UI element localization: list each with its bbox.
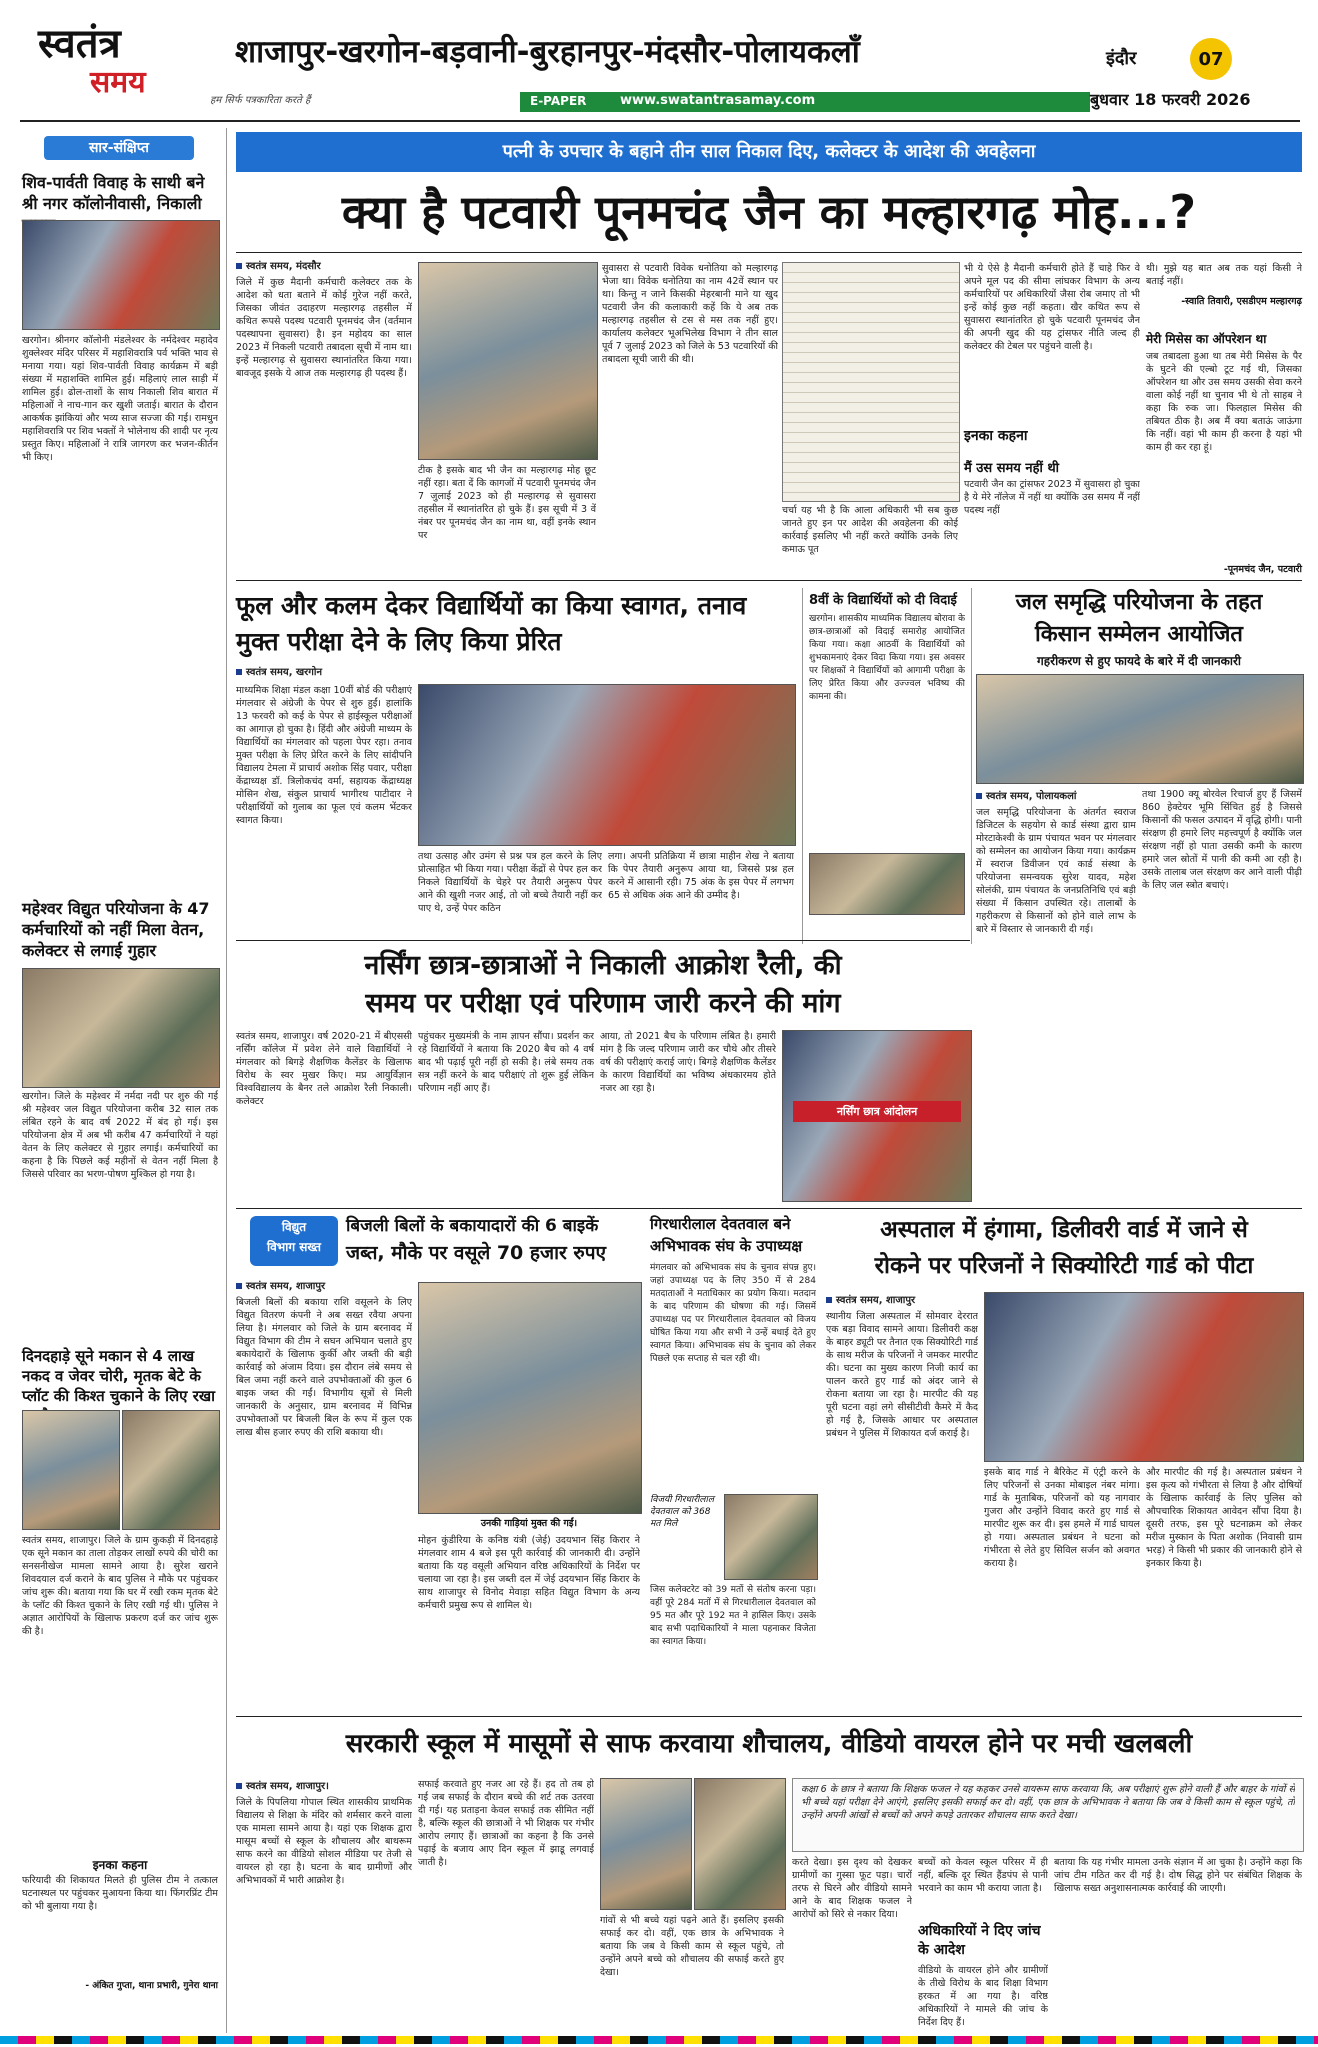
hospital-col2: इसके बाद गार्ड ने बैरिकेट में एंट्री करने के लिए परिजनों से उनका मोबाइल नंबर मांगा। गार्ड के मुताबिक, परिजनों को यह नागवार गुजरा और उन्होंने विवाद करते हुए गार्ड से मारपीट शुरू कर दी। इस हमले में गार्ड घायल हो गया। अस्पताल प्रबंधन ने घटना को गंभीरता से लेते हुए सिविल सर्जन को अवगत कराया है। <box>984 1467 1140 1569</box>
school-top-rule <box>236 1716 1302 1717</box>
lead-rule <box>236 252 1302 253</box>
lead-col4: चर्चा यह भी है कि आला अधिकारी भी सब कुछ जानते हुए इन पर आदेश की अवहेलना की कोई कार्रवाई इसलिए भी नहीं करते क्योंकि उनके लिए कमाऊ पूत <box>782 505 958 555</box>
flowers-photo <box>418 684 796 846</box>
sidebar-story1-photo <box>22 220 220 330</box>
kisan-photo <box>976 674 1304 784</box>
lead-quote2-sign: -स्वाति तिवारी, एसडीएम मल्हारगढ़ <box>1181 296 1302 307</box>
masthead-rule <box>20 120 1300 122</box>
sidebar-story2-body: खरगोन। जिले के महेश्वर में नर्मदा नदी पर शुरु की गई श्री महेश्वर जल विद्युत परियोजना करीब 32 साल तक लंबित रहने के बाद वर्ष 2022 में बंद हो गई। इस परियोजना क्षेत्र में अब भी करीब 47 कर्मचारियों ने यहां वेतन के लिए कलेक्टर से गुहार लगाई। कर्मचारियों का कहना है कि पिछले कई महीनों से वेतन नहीं मिला है जिससे परिवार का भरण-पोषण मुश्किल हो गया है। <box>22 1091 218 1180</box>
farewell-body: खरगोन। शासकीय माध्यमिक विद्यालय बोरावा के छात्र-छात्राओं को विदाई समारोह आयोजित किया गया। कक्षा आठवीं के विद्यार्थियों को शुभकामनाएं देकर विदा किया गया। इस अवसर पर शिक्षकों ने विद्यार्थियों को आगामी परीक्षा के लिए प्रेरित किया और उज्ज्वल भविष्य की कामना की। <box>809 614 965 702</box>
hospital-byline: स्वतंत्र समय, शाजापुर <box>826 1292 915 1306</box>
bijli-byline: स्वतंत्र समय, शाजापुर <box>236 1278 325 1292</box>
lead-col5: भी ये ऐसे है मैदानी कर्मचारी होते हैं चाहे फिर वे अपने मूल पद की सीमा लांघकर विभाग के अन्य कर्मचारियों पर अधिकारियों जैसा रोब जमाए तो भी इन्हें कोई कुछ नहीं कहता। खैर कथित रूप से सुवासरा स्थानांतरित हो चुके पटवारी पूनमचंद जैन की अपनी खुद की यह ट्रांसफर नीति जल्द ही कलेक्टर की टेबल पर पहुंचने वाली है। <box>964 263 1140 352</box>
masthead <box>0 0 1318 122</box>
lead-byline: स्वतंत्र समय, मंदसौर <box>236 258 321 272</box>
bijli-tag-line1: विद्युत <box>281 1220 307 1234</box>
issue-date: बुधवार 18 फरवरी 2026 <box>1090 90 1251 109</box>
lead-quote2-body: थी। मुझे यह बात अब तक यहां किसी ने बताई नहीं। <box>1146 263 1302 287</box>
nursing-headline2: समय पर परीक्षा एवं परिणाम जारी करने की मांग <box>365 988 841 1019</box>
sidebar-header: सार-संक्षिप्त <box>44 136 194 160</box>
lead-quote3-sign: -पूनमचंद जैन, पटवारी <box>1223 564 1302 575</box>
hospital-headline1: अस्पताल में हंगामा, डिलीवरी वार्ड में जाने से <box>880 1217 1248 1243</box>
sidebar-story2-photo <box>22 968 220 1088</box>
hospital-photo <box>984 1292 1304 1462</box>
lead-headline: क्या है पटवारी पूनमचंद जैन का मल्हारगढ़ मोह...? <box>341 185 1197 239</box>
school-byline: स्वतंत्र समय, शाजापुर। <box>236 1778 329 1792</box>
lead-col1: जिले में कुछ मैदानी कर्मचारी कलेक्टर तक के आदेश को धता बताने में कोई गुरेज नहीं करते, जिसका जीवंत उदाहरण मल्हारगढ़ तहसील में कथित रूपसे पदस्थ पटवारी पूनमचंद जैन (वर्तमान पदस्थापना सुवासरा) है। इन महोदय का साल 2023 में निकली पटवारी तबादला सूची में नाम था। इन्हें मल्हारगढ़ से सुवासरा स्थानांतरित किया गया। बावजूद इसके ये आज तक मल्हारगढ़ ही पदस्थ हैं। <box>236 277 412 379</box>
tagline: हम सिर्फ पत्रकारिता करते हैं <box>210 95 311 106</box>
epaper-label[interactable]: E-PAPER <box>530 94 587 108</box>
lead-quote-title: इनका कहना <box>964 428 1028 444</box>
bijli-col1: बिजली बिलों की बकाया राशि वसूलने के लिए विद्युत वितरण कंपनी ने अब सख्त रवैया अपना लिया है। मंगलवार को जिले के ग्राम बरनावद में विद्युत विभाग की टीम ने सघन अभियान चलाते हुए बकायेदारों के खिलाफ कुर्की और जब्ती की बड़ी कार्रवाई को अंजाम दिया। इस दौरान लंबे समय से बिल जमा नहीं करने वाले उपभोक्ताओं की कुल 6 बाइक जब्त की गईं। विभागीय सूत्रों से मिली जानकारी के अनुसार, ग्राम बरनावद में विभिन्न उपभोक्ताओं पर बिजली बिल के रूप में कुल एक लाख बीस हजार रुपए की राशि बकाया थी। <box>236 1297 412 1438</box>
school-col3: गांवों से भी बच्चे यहां पढ़ने आते हैं। इसलिए इसकी सफाई कर दो। वहीं, एक छात्र के अभिभावक ने बताया कि जब वे किसी काम से स्कूल पहुंचे, तो उन्होंने अपने बच्चे को शौचालय की सफाई करते हुए देखा। <box>600 1915 784 1978</box>
lead-kicker <box>236 132 1302 172</box>
sidebar-story3-photo-right <box>122 1410 220 1530</box>
hospital-col1: स्थानीय जिला अस्पताल में सोमवार देररात एक बड़ा विवाद सामने आया। डिलीवरी कक्ष के बाहर ड्यूटी पर तैनात एक सिक्योरिटी गार्ड के साथ मरीज के परिजनों ने जमकर मारपीट की। घटना का मुख्य कारण निजी कार्य का पालन करते हुए गार्ड को अंदर जाने से रोकना बताया जा रहा है। मारपीट की यह पूरी घटना वहां लगे सीसीटीवी कैमरे में कैद हो गई है, जिसके आधार पर अस्पताल प्रबंधन ने पुलिस में शिकायत दर्ज कराई है। <box>826 1311 978 1439</box>
devtwal-photo <box>724 1494 818 1580</box>
sidebar-box-title: इनका कहना <box>92 1858 148 1872</box>
bijli-top-rule <box>236 1208 1302 1209</box>
flowers-col2: तथा उत्साह और उमंग से प्रश्न पत्र हल करने के लिए प्रोत्साहित भी किया गया। परीक्षा केंद्रों से पेपर हल कर निकले विद्यार्थियों के चेहरे पर तैयारी अनुरूप पेपर आने की खुशी नजर आई, तो जो बच्चे तैयारी नहीं कर पाए थे, उन्हें पेपर कठिन <box>418 851 602 914</box>
brand-top: स्वतंत्र <box>38 21 121 67</box>
nursing-col3: आया, तो 2021 बैच के परिणाम लंबित है। हमारी मांग है कि जल्द परिणाम जारी कर चौथे और तीसरे वर्ष की परीक्षाएं कराई जाएं। बिगड़े शैक्षणिक कैलेंडर के कारण विद्यार्थियों का भविष्य अंधकारमय होते नजर आ रहा है। <box>600 1031 776 1094</box>
school-headline: सरकारी स्कूल में मासूमों से साफ करवाया शौचालय, वीडियो वायरल होने पर मची खलबली <box>345 1729 1193 1759</box>
lead-quote1-body: पटवारी जैन का ट्रांसफर 2023 में सुवासरा हो चुका है ये मेरे नॉलेज में नहीं था क्योंकि उस समय मैं नहीं पदस्थ नहीं <box>964 479 1140 516</box>
kisan-byline: स्वतंत्र समय, पोलायकलां <box>976 788 1076 802</box>
city-label: इंदौर <box>1106 48 1137 69</box>
bijli-photo <box>418 1282 642 1514</box>
school-photo-left <box>600 1778 692 1910</box>
school-col4: करते देखा। इस दृश्य को देखकर ग्रामीणों का गुस्सा फूट पड़ा। चारों तरफ से घिरने और वीडियो सामने आने के बाद शिक्षक फजल ने आरोपों को सिरे से नकार दिया। <box>792 1857 912 1920</box>
kisan-col2: तथा 1900 क्यू बोरवेल रिचार्ज हुए हैं जिसमें 860 हेक्टेयर भूमि सिंचित हुई है जिससे किसानों की फसल उत्पादन में वृद्धि होगी। पानी संरक्षण ही हमारे लिए महत्त्वपूर्ण है क्योंकि जल संरक्षण नहीं हो पाता उसकी कमी के कारण हमारे जल स्रोतों में पानी की कमी आ रही है। उसके तालाब जल संरक्षण कर आने वाली पीढ़ी के लिए जल स्त्रोत बचाएं। <box>1142 789 1302 891</box>
devtwal-col1: मंगलवार को अभिभावक संघ के चुनाव संपन्न हुए। जहां उपाध्यक्ष पद के लिए 350 में से 284 मतदाताओं ने मताधिकार का प्रयोग किया। मतदान के बाद परिणाम की घोषणा की गई। जिसमें उपाध्यक्ष पद पर गिरधारीलाल देवतवाल को विजय घोषित किया गया और सभी ने उन्हें बधाई देते हुए स्वागत किया। अभिभावक संघ के चुनाव को लेकर पिछले एक सप्ताह से चल रही थी। <box>650 1263 816 1364</box>
school-col7: बताया कि यह गंभीर मामला उनके संज्ञान में आ चुका है। उन्होंने कहा कि जांच टीम गठित कर दी गई है। दोष सिद्ध होने पर संबंधित शिक्षक के खिलाफ सख्त अनुशासनात्मक कार्रवाई की जाएगी। <box>1054 1857 1302 1894</box>
page-number: 07 <box>1198 48 1224 70</box>
devtwal-col2: जिस कलेक्टरेट को 39 मतों से संतोष करना पड़ा। वहीं पूरे 284 मतों में से गिरधारीलाल देवतवाल को 95 मत और पूरे 192 मत ने हासिल किए। उसके बाद सभी पदाधिकारियों ने माला पहनाकर विजेता का स्वागत किया। <box>650 1585 816 1647</box>
flowers-headline: फूल और कलम देकर विद्यार्थियों का किया स्वागत, तनाव मुक्त परीक्षा देने के लिए किया प्रेरित <box>236 591 747 656</box>
lead-kicker-text: पत्नी के उपचार के बहाने तीन साल निकाल दिए, कलेक्टर के आदेश की अवहेलना <box>502 141 1036 162</box>
school-photo-right <box>694 1778 786 1910</box>
website-link[interactable]: www.swatantrasamay.com <box>620 93 816 108</box>
bijli-headline1: बिजली बिलों के बकायादारों की 6 बाइकें <box>346 1216 599 1236</box>
nursing-top-rule <box>236 940 970 941</box>
nursing-col1: स्वतंत्र समय, शाजापुर। वर्ष 2020-21 में बीएससी नर्सिंग कॉलेज में प्रवेश लेने वाले विद्यार्थियों ने मंगलवार को बिगड़े शैक्षणिक कैलेंडर के खिलाफ विरोध के स्वर मुखर किए। मप्र आयुर्विज्ञान विश्वविद्यालय के बैनर तले आक्रोश रैली निकाली। कलेक्टर <box>236 1031 412 1107</box>
sidebar-story2-title: महेश्वर विद्युत परियोजना के 47 कर्मचारियों को नहीं मिला वेतन, कलेक्टर से लगाई गुहार <box>22 899 210 960</box>
school-quote-box <box>792 1778 1304 1852</box>
school-subhead: अधिकारियों ने दिए जांच के आदेश <box>918 1923 1041 1958</box>
nursing-headline1: नर्सिंग छात्र-छात्राओं ने निकाली आक्रोश रैली, की <box>364 950 842 981</box>
nursing-photo <box>782 1030 972 1202</box>
bijli-tag <box>250 1216 338 1266</box>
flowers-col1: माध्यमिक शिक्षा मंडल कक्षा 10वीं बोर्ड की परीक्षाएं मंगलवार से अंग्रेजी के पेपर से शुरु हुईं। हालांकि 13 फरवरी को कई के पेपर से हाईस्कूल परीक्षाओं का आगाज़ हो चुका है। हिंदी और अंग्रेजी माध्यम के विद्यार्थियों का मंगलवार को पहला पेपर रहा। तनाव मुक्त परीक्षा के लिए प्रेरित करने के लिए सांदीपनि विद्यालय टेमला में प्राचार्य अशोक सिंह पवार, परीक्षा केंद्राध्यक्ष डॉ. त्रिलोकचंद वर्मा, सहायक केंद्राध्यक्ष मोसिन शेख, संकुल प्राचार्य भागीरथ पाटीदार ने परीक्षार्थियों को गुलाब का फूल एवं कलम भेंटकर स्वागत किया। <box>236 685 412 826</box>
devtwal-headline1: गिरधारीलाल देवतवाल बने <box>650 1215 791 1233</box>
farewell-title: 8वीं के विद्यार्थियों को दी विदाई <box>809 593 957 608</box>
page-number-badge-icon <box>1190 38 1232 80</box>
bijli-headline2: जब्त, मौके पर वसूले 70 हजार रुपए <box>346 1242 607 1264</box>
bijli-col2: मोहन कुंडीरिया के कनिष्ठ यंत्री (जेई) उदयभान सिंह किरार ने मंगलवार शाम 4 बजे इस पूरी कार्रवाई की जानकारी दी। उन्होंने बताया कि यह वसूली अभियान वरिष्ठ अधिकारियों के निर्देश पर चलाया जा रहा है। इस जब्ती दल में जेई उदयभान सिंह किरार के साथ शाजापुर से विनोद मेवाड़ा सहित विद्युत विभाग के अन्य कर्मचारी प्रमुख रूप से शामिल थे। <box>418 1535 640 1611</box>
bijli-tag-line2: विभाग सख्त <box>267 1240 321 1254</box>
sidebar-box-sign: - अंकित गुप्ता, थाना प्रभारी, गुनेरा थाना <box>85 1981 218 1991</box>
school-col6: वीडियो के वायरल होने और ग्रामीणों के तीखे विरोध के बाद शिक्षा विभाग हरकत में आ गया है। वरिष्ठ अधिकारियों ने मामले की जांच के निर्देश दिए हैं। <box>918 1965 1048 2026</box>
farewell-photo <box>809 853 965 915</box>
hospital-col3: और मारपीट की गई है। अस्पताल प्रबंधन ने इस कृत्य को गंभीरता से लिया है और दोषियों के खिलाफ कार्रवाई के लिए पुलिस को औपचारिक शिकायत आवेदन सौंपा दिया है। दूसरी तरफ, इस पूरे घटनाक्रम को लेकर मरीज मुस्कान के पिता अशोक (निवासी ग्राम भरड़) ने किसी भी प्रकार की जानकारी होने से इनकार किया है। <box>1146 1467 1302 1569</box>
sidebar <box>14 128 227 2033</box>
school-col5: बच्चों को केवल स्कूल परिसर में ही नहीं, बल्कि दूर स्थित हैंडपंप से पानी भरवाने का काम भी कराया जाता है। <box>918 1857 1048 1894</box>
sidebar-story1-body: खरगोन। श्रीनगर कॉलोनी मंडलेश्वर के नर्मदेश्वर महादेव शुक्लेश्वर मंदिर परिसर में महाशिवरात्रि पर्व भक्ति भाव से मनाया गया। यहां शिव-पार्वती विवाह कार्यक्रम में बड़ी संख्या में महाशक्ति शामिल हुई। महिलाएं लाल साड़ी में शामिल हुई। ढोल-ताशों के साथ निकाली शिव बारात में महिलाओं ने नाच-गान कर खुशी जताई। बारात के दौरान आकर्षक झांकियां और भव्य साज सज्जा की गई। रामधुन महाशिवरात्रि पर शिव भक्तों ने भोलेनाथ की शादी पर नृत्य प्रस्तुत किए। महिलाओं ने रात्रि जागरण कर भजन-कीर्तन भी किए। <box>22 335 218 463</box>
kisan-col1: जल समृद्धि परियोजना के अंतर्गत स्वराज डिजिटल के सहयोग से कार्ड संस्था द्वारा ग्राम मोरटाकेश्वी के ग्राम पंचायत भवन पर मंगलवार को सम्मेलन का आयोजन किया गया। कार्यक्रम में स्वराज डिवीजन एवं कार्ड संस्था के परियोजना समन्वयक सुरेश यादव, महेश सोलंकी, ग्राम पंचायत के जनप्रतिनिधि एवं बड़ी संख्या में किसान उपस्थित रहे। तालाबों के गहरीकरण से किसानों को होने वाले लाभ के बारे में विस्तार से जानकारी दी गई। <box>976 807 1136 935</box>
sidebar-story1-title: शिव-पार्वती विवाह के साथी बने श्री नगर कॉलोनीवासी, निकाली <box>22 173 205 213</box>
sidebar-story3-title: दिनदहाड़े सूने मकान से 4 लाख नकद व जेवर चोरी, मृतक बेटे के प्लॉट की किश्त चुकाने के लिए रखा <box>22 1347 215 1405</box>
lead-bottom-rule <box>236 580 1302 581</box>
hospital-headline2: रोकने पर परिजनों ने सिक्योरिटी गार्ड को पीटा <box>874 1253 1254 1279</box>
flowers-col3: लगा। अपनी प्रतिक्रिया में छात्रा माहीन शेख ने बताया कि पेपर तैयारी अनुरूप आया था, जिससे प्रश्न हल करने में आसानी रही। 75 अंक के इस पेपर में लगभग 65 से अधिक अंक आने की उम्मीद है। <box>608 851 794 901</box>
kisan-headline1: जल समृद्धि परियोजना के तहत <box>1015 590 1263 615</box>
kisan-headline2: किसान सम्मेलन आयोजित <box>1035 622 1243 647</box>
farewell-box <box>802 588 972 944</box>
kisan-subhead: गहरीकरण से हुए फायदे के बारे में दी जानकारी <box>1037 654 1241 668</box>
lead-patwari-photo <box>418 262 598 460</box>
devtwal-caption: विजयी गिरधारीलाल देवतवाल को 368 मत मिले <box>650 1495 714 1529</box>
lead-col2: टीक है इसके बाद भी जैन का मल्हारगढ़ मोह छूट नहीं रहा। बता दें कि कागजों में पटवारी पूनमचंद जैन 7 जुलाई 2023 को ही मल्हारगढ़ से सुवासरा तहसील में स्थानांतरित हो चुके हैं। इस सूची में 3 वें नंबर पर पूनमचंद जैन का नाम था, वहीं इनके स्थान पर <box>418 465 596 541</box>
color-bar <box>0 2036 1318 2044</box>
sidebar-story3-body: स्वतंत्र समय, शाजापुर। जिले के ग्राम कुकड़ी में दिनदहाड़े एक सूने मकान का ताला तोड़कर लाखों रुपये की चोरी का सनसनीखेज मामला सामने आया है। सुरेश खराने शिवदयाल दर्ज कराने के बाद पुलिस ने मौके पर पहुंचकर जांच शुरू की। बताया गया कि घर में रखी रकम मृतक बेटे के प्लॉट की किश्त चुकाने के लिए रखी गई थी। पुलिस ने अज्ञात आरोपियों के खिलाफ प्रकरण दर्ज कर जांच शुरू की है। <box>22 1535 218 1637</box>
brand-bottom: समय <box>90 65 146 100</box>
lead-quote3-head: मेरी मिसेस का ऑपरेशन था <box>1146 332 1267 346</box>
devtwal-headline2: अभिभावक संघ के उपाध्यक्ष <box>650 1237 803 1255</box>
lead-quote1-head: मैं उस समय नहीं थी <box>964 461 1060 476</box>
lead-document-photo <box>782 262 960 502</box>
brand-logo <box>38 22 178 104</box>
lead-quote3-body: जब तबादला हुआ था तब मेरी मिसेस के पैर के घुटने की एल्बो टूट गई थी, जिसका ऑपरेशन था और उस समय उसकी सेवा करने वाला कोई नहीं था चुनाव भी थे तो साहब ने कहा कि रुक जा। फिलहाल मिसेस की तबियत ठीक है। अब मैं क्या बताऊं जाऊंगा कि नहीं। वहां भी काम ही करना है यहां भी काम ही कर रहा हूं। <box>1146 351 1302 453</box>
sidebar-story3-photo-left <box>22 1410 120 1530</box>
sidebar-box-body: फरियादी की शिकायत मिलते ही पुलिस टीम ने तत्काल घटनास्थल पर पहुंचकर मुआयना किया था। फिंगरप्रिंट टीम को भी बुलाया गया है। <box>22 1875 218 1912</box>
nursing-banner: नर्सिंग छात्र आंदोलन <box>793 1101 961 1122</box>
bijli-caption: उनकी गाड़ियां मुक्त की गईं। <box>480 1518 578 1529</box>
lead-col3: सुवासरा से पटवारी विवेक धनोतिया को मल्हारगढ़ भेजा था। विवेक धनोतिया का नाम 42वें स्थान पर था। किन्तु न जाने किसकी मेहरबानी माने या खुद पटवारी जैन की कलाकारी कहें कि ये अब तक मल्हारगढ़ तहसील से टस से मस तक नहीं हुए। कार्यालय कलेक्टर भूअभिलेख विभाग ने तीन साल पूर्व 7 जुलाई 2023 को जिले के 53 पटवारियों की तबादला सूची जारी की थी। <box>602 263 778 365</box>
flowers-byline: स्वतंत्र समय, खरगोन <box>236 664 322 678</box>
nursing-col2: पहुंचकर मुख्यमंत्री के नाम ज्ञापन सौंपा। प्रदर्शन कर रहे विद्यार्थियों ने बताया कि 2020 बैच को 4 वर्ष बाद भी पढ़ाई पूरी नहीं हो सकी है। लंबे समय तक सत्र नहीं करने के बाद परीक्षाएं तो शुरू हुई लेकिन परिणाम नहीं आए हैं। <box>418 1031 594 1094</box>
school-col1: जिले के पिपलिया गोपाल स्थित शासकीय प्राथमिक विद्यालय से शिक्षा के मंदिर को शर्मसार करने वाला एक मामला सामने आया है। यहां एक शिक्षक द्वारा मासूम बच्चों से स्कूल के शौचालय और बाथरूम साफ करने का वीडियो सोशल मीडिया पर तेजी से वायरल हो रहा है। घटना के बाद ग्रामीणों और अभिभावकों में भारी आक्रोश है। <box>236 1797 412 1886</box>
school-col2: सफाई करवाते हुए नजर आ रहे हैं। हद तो तब हो गई जब सफाई के दौरान बच्चे की शर्ट तक उतरवा दी गई। यह प्रताड़ना केवल सफाई तक सीमित नहीं है, बल्कि स्कूल की छात्राओं ने भी शिक्षक पर गंभीर आरोप लगाए हैं। छात्राओं का कहना है कि उनसे पढ़ाई के बजाय आए दिन स्कूल में झाडू लगवाई जाती है। <box>418 1779 594 1868</box>
school-quote: कक्षा 6 के छात्र ने बताया कि शिक्षक फजल ने यह कहकर उनसे वायरूम साफ करवाया कि, अब परीक्षाएं शुरू होने वाली हैं और बाहर के गांवों से भी बच्चे यहां परीक्षा देने आएंगे, इसलिए इसकी सफाई कर दो। वहीं, एक छात्र के अभिभावक ने बताया कि जब वे किसी काम से स्कूल पहुंचे, तो उन्होंने अपनी आंखों से बच्चों को अपने कपड़े उतारकर शौचालय साफ करते देखा। <box>801 1784 1295 1821</box>
edition-towns: शाजापुर-खरगोन-बड़वानी-बुरहानपुर-मंदसौर-पोलायकलाँ <box>235 34 860 70</box>
